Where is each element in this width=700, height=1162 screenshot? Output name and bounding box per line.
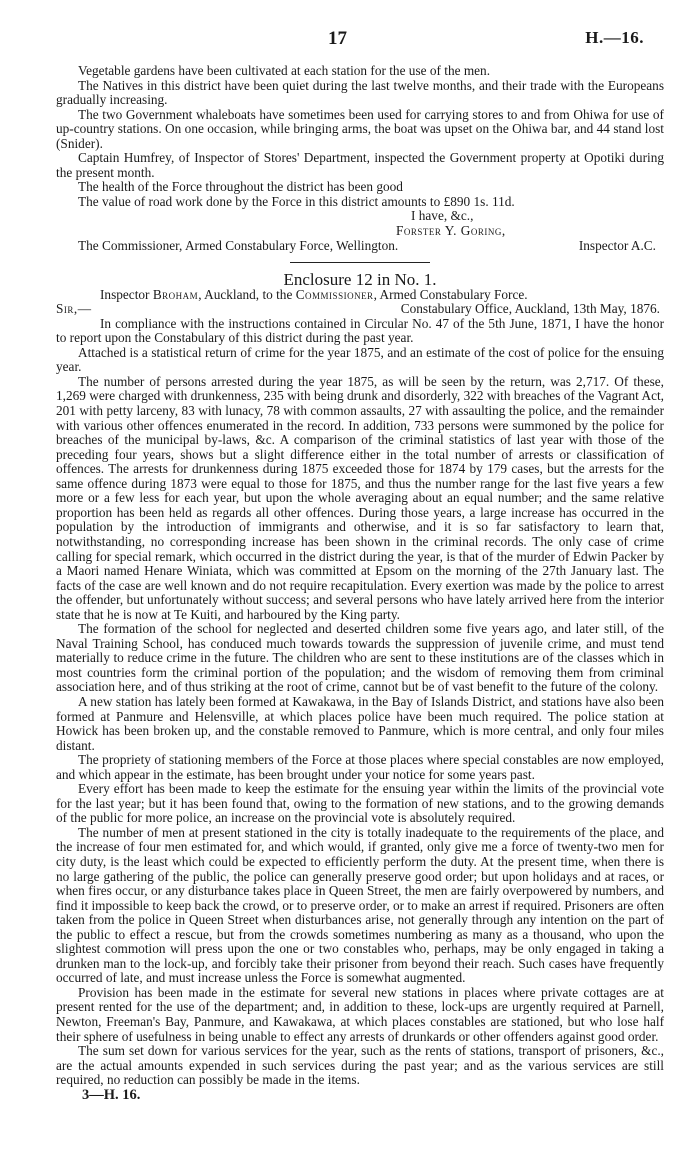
paragraph: In compliance with the instructions contained in Circular No. 47 of the 5th June, 1871, I have the honor to report upon the Constabulary of this district during the past year. — [56, 315, 664, 346]
paragraph: The health of the Force throughout the district has been good — [78, 179, 403, 195]
document-reference: H.—16. — [585, 28, 644, 47]
paragraph: Vegetable gardens have been cultivated at each station for the use of the men. — [78, 63, 491, 78]
signature-name: Forster Y. Goring, — [396, 223, 506, 239]
signature-title: Inspector A.C. — [578, 237, 656, 253]
paragraph: The sum set down for various services for the year, such as the rents of stations, transport of prisoners, &c., are the actual amounts expended in such services during the past year; and as the various services are still required, no reduction can possibly be made in the items. — [56, 1043, 664, 1088]
paragraph: The value of road work done by the Force in this district amounts to £890 1s. 11d. — [78, 193, 515, 209]
addressee-row — [56, 239, 664, 254]
paragraph: Attached is a statistical return of crime for the year 1875, and an estimate of the cost of police for the ensuing year. — [56, 344, 664, 375]
page-header — [0, 20, 700, 50]
recipient-name: Commissioner — [295, 286, 374, 302]
signature-mark: 3—H. 16. — [82, 1086, 141, 1103]
paragraph: The two Government whaleboats have sometimes been used for carrying stores to and from Ohiwa for use of up-country stations. On one occasion, while bringing arms, the boat was upset on the Ohiwa bar, and 44 stand lost (Snider). — [56, 106, 664, 151]
paragraph: The propriety of stationing members of the Force at those places where special constables are now employed, and which appear in the estimate, has been brought under your notice for some years past. — [56, 752, 664, 782]
paragraph: The number of persons arrested during the year 1875, as will be seen by the return, was 2,717. Of these, 1,269 were charged with drunkenness, 235 with being drunk and disorderly, 322 with breaches of the Vagrant Act, 201 with petty larceny, 83 with lunacy, 78 with common assaults, 27 with assaulting the police, and the remainder with various other offences enumerated in the record. In addition, 733 persons were summoned by the police for breaches of the municipal by-laws, &c. A comparison of the criminal statistics of last year with those of the preceding four years, shows but a slight difference either in the total number of arrests or classification of offences. The arrests for drunkenness during 1875 exceeded those for 1874 by 179 cases, but the arrests for the same offence during 1873 were equal to those for 1875, and thus the number range for the last five years a few more or a few less for each year, but upon the whole averaging about an equal number; and the same relative proportion has been held as regards all other offences. During those years, a large increase has occurred in the population by the introduction of immigrants and otherwise, and it is so far satisfactory to learn that, notwithstanding, no corresponding increase has been shown in the criminal records. The only case of crime calling for special remark, which occurred in the district during the year, is that of the murder of Edwin Packer by a Maori named Henare Winiata, which was committed at Epsom on the morning of the 27th January last. The facts of the case are well known and do not require recapitulation. Every exertion was made by the police to arrest the offender, but unfortunately without success; and several persons who have lately arrived here from the interior state that he is now at Te Kuiti, and harboured by the King party. — [56, 373, 664, 622]
paragraph: Every effort has been made to keep the estimate for the ensuing year within the limits of the provincial vote for the last year; but it has been found that, owing to the formation of new stations, and to the growing demands of the public for more police, an increase on the provincial vote is absolutely required. — [56, 781, 664, 826]
page-number: 17 — [328, 28, 347, 49]
salutation-row — [56, 302, 664, 317]
section-divider — [290, 262, 430, 263]
paragraph: The Natives in this district have been quiet during the last twelve months, and their trade with the Europeans gradually increasing. — [56, 77, 664, 108]
paragraph: The number of men at present stationed in the city is totally inadequate to the requirements of the place, and the increase of four men estimated for, and which would, if granted, only give me a force of twenty-two men for city duty, is the least which could be expected to efficiently perform the duty. At the present time, when there is no large gathering of the public, the police can generally preserve good order; but upon holidays and at races, or when fires occur, or any disturbance takes place in Queen Street, the men are fairly overpowered by numbers, and find it impossible to keep back the crowd, or to preserve order, or to make an arrest if required. Prisoners are often taken from the police in Queen Street when disturbances arise, not generally through any intention on the part of the public to effect a rescue, but from the crowds sometimes numbering as many as a thousand, who upon the slightest commotion will press upon the one or two constables who, perhaps, may be only engaged in taking a drunken man to the lock-up, and forcibly take their prisoner from beyond their reach. Such cases have frequently occurred of late, and must increase unless the Force is somewhat augmented. — [56, 824, 664, 986]
paragraph: Captain Humfrey, of Inspector of Stores' Department, inspected the Government property at Opotiki during the present month. — [56, 150, 664, 180]
letter-closing: I have, &c., — [411, 208, 474, 224]
addressee: The Commissioner, Armed Constabulary Force, Wellington. — [78, 237, 399, 253]
paragraph: Provision has been made in the estimate for several new stations in places where private cottages are at present rented for the use of the department; and, in addition to these, lock-ups are urgently required at Parnell, Newton, Freeman's Bay, Panmure, and Kawakawa, at which places constables are stationed, but who lose half their sphere of usefulness in being unable to effect any arrests of drunkards or other offenders against good order. — [56, 984, 664, 1044]
paragraph: A new station has lately been formed at Kawakawa, in the Bay of Islands District, and stations have also been formed at Panmure and Helensville, at which places police have been much required. The police station at Howick has been broken up, and the constable removed to Panmure, which is more central, and only four miles distant. — [56, 693, 664, 753]
enclosure-heading: Enclosure 12 in No. 1. — [283, 270, 437, 290]
sender-name: Broham — [152, 286, 199, 302]
dateline: Constabulary Office, Auckland, 13th May, 1876. — [400, 301, 660, 317]
salutation: Sir,— — [56, 301, 92, 317]
page-body — [56, 64, 664, 1102]
enclosure-subheading: Inspector Broham, Auckland, to the Commissioner, Armed Constabulary Force. — [100, 286, 528, 302]
paragraph: The formation of the school for neglected and deserted children some five years ago, and later still, of the Naval Training School, has conduced much towards towards the suppression of juvenile crime, and must tend materially to reduce crime in the future. The children who are sent to these institutions are of the classes which in most countries form the criminal portion of the population; and the wisdom of removing them from criminal association here, and of thus striking at the root of crime, cannot but be of vast benefit to the future of the colony. — [56, 621, 664, 695]
